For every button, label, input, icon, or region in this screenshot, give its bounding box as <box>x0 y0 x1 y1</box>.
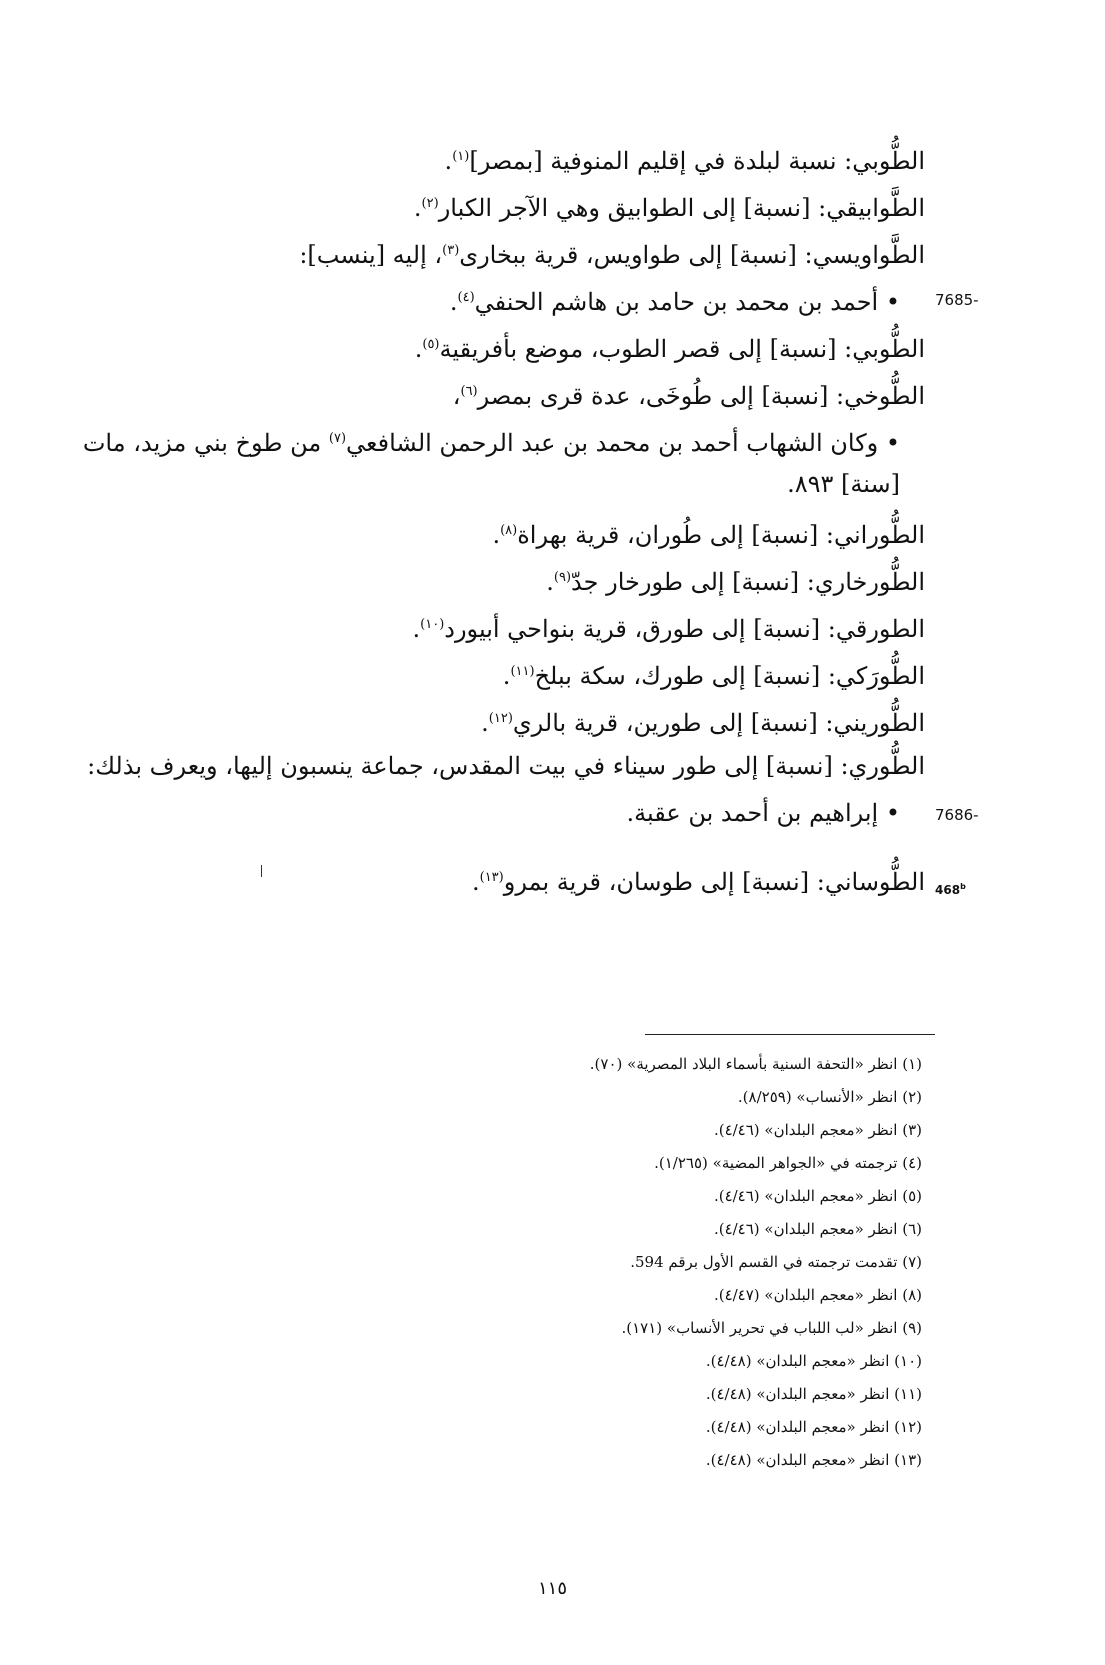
entry-turini: الطُّوريني: [نسبة] إلى طورين، قرية بالري$^{(١٢)}$. <box>481 709 925 737</box>
footnote-4: (٤) ترجمته في «الجواهر المضية» (١/٢٦٥). <box>654 1154 922 1172</box>
footnote-5: (٥) انظر «معجم البلدان» (٤/٤٦). <box>713 1187 922 1205</box>
footnote-9: (٩) انظر «لب اللباب في تحرير الأنساب» (١٧١). <box>621 1319 922 1337</box>
entry-number-7686: 7686- <box>935 806 979 824</box>
entry-tawabiqi: الطَّوابيقي: [نسبة] إلى الطوابيق وهي الآجر الكبار$^{(٢)}$. <box>413 194 925 222</box>
footnote-ref: (٣) <box>442 243 460 258</box>
footnote-2: (٢) انظر «الأنساب» (٨/٢٥٩). <box>737 1088 922 1106</box>
footnote-3: (٣) انظر «معجم البلدان» (٤/٤٦). <box>713 1121 922 1139</box>
footnote-ref: (١١) <box>510 664 535 679</box>
footnote-ref: (٤) <box>457 290 475 305</box>
entry-tukhi: الطُّوخي: [نسبة] إلى طُوخَى، عدة قرى بمصر$^{(٦)}$، <box>452 382 925 410</box>
footnote-ref: (١٠) <box>420 617 445 632</box>
stray-mark <box>261 865 262 877</box>
person-entry-7686: • إبراهيم بن أحمد بن عقبة. <box>626 799 900 827</box>
footnote-13: (١٣) انظر «معجم البلدان» (٤/٤٨). <box>705 1451 922 1469</box>
footnote-10: (١٠) انظر «معجم البلدان» (٤/٤٨). <box>705 1352 922 1370</box>
footnote-6: (٦) انظر «معجم البلدان» (٤/٤٦). <box>713 1220 922 1238</box>
footnote-ref: (٧) <box>328 431 347 446</box>
footnote-ref: (١٢) <box>488 711 513 726</box>
footnote-11: (١١) انظر «معجم البلدان» (٤/٤٨). <box>705 1385 922 1403</box>
footnote-ref: (١٣) <box>479 870 504 885</box>
person-entry-7685: • أحمد بن محمد بن حامد بن هاشم الحنفي$^{(٤)}$. <box>449 288 900 316</box>
entry-turqi: الطورقي: [نسبة] إلى طورق، قرية بنواحي أبيورد$^{(١٠)}$. <box>412 615 925 643</box>
footnote-8: (٨) انظر «معجم البلدان» (٤/٤٧). <box>713 1286 922 1304</box>
footnote-1: (١) انظر «التحفة السنية بأسماء البلاد المصرية» (٧٠). <box>589 1055 922 1073</box>
person-entry-shihab-year: [سنة] ٨٩٣. <box>787 470 900 498</box>
manuscript-folio-marker: 468$^b$ <box>935 882 966 897</box>
entry-tubi-2: الطُّوبي: [نسبة] إلى قصر الطوب، موضع بأفريقية$^{(٥)}$. <box>414 335 925 363</box>
entry-turaki: الطُّورَكي: [نسبة] إلى طورك، سكة ببلخ$^{(١١)}$. <box>502 662 925 690</box>
page-number: ١١٥ <box>537 1578 567 1599</box>
footnote-ref: (٦) <box>460 384 478 399</box>
footnote-12: (١٢) انظر «معجم البلدان» (٤/٤٨). <box>705 1418 922 1436</box>
person-entry-shihab: • وكان الشهاب أحمد بن محمد بن عبد الرحمن الشافعي$^{(٧)}$ من طوخ بني مزيد، مات <box>82 429 900 457</box>
entry-tubi-1: الطُّوبي: نسبة لبلدة في إقليم المنوفية [بمصر]$^{(١)}$. <box>444 147 925 175</box>
footnote-ref: (٨) <box>500 523 518 538</box>
footnote-ref: (٩) <box>553 570 572 585</box>
entry-turani: الطُّوراني: [نسبة] إلى طُوران، قرية بهراة$^{(٨)}$. <box>492 521 925 549</box>
footnote-ref: (٥) <box>422 337 440 352</box>
footnote-ref: (٢) <box>421 196 439 211</box>
entry-tusani: الطُّوساني: [نسبة] إلى طوسان، قرية بمرو$^{(١٣)}$. <box>471 868 925 896</box>
footnote-7: (٧) تقدمت ترجمته في القسم الأول برقم 594. <box>630 1253 922 1271</box>
footnote-ref: (١) <box>452 149 470 164</box>
entry-turkhari: الطُّورخاري: [نسبة] إلى طورخار جدّ$^{(٩)}$. <box>546 568 925 596</box>
entry-number-7685: 7685- <box>935 291 979 309</box>
footnote-rule <box>645 1034 935 1035</box>
entry-turi: الطُّوري: [نسبة] إلى طور سيناء في بيت المقدس، جماعة ينسبون إليها، ويعرف بذلك: <box>87 752 925 780</box>
entry-tawawisi: الطَّواويسي: [نسبة] إلى طواويس، قرية ببخارى$^{(٣)}$، إليه [ينسب]: <box>299 241 925 269</box>
